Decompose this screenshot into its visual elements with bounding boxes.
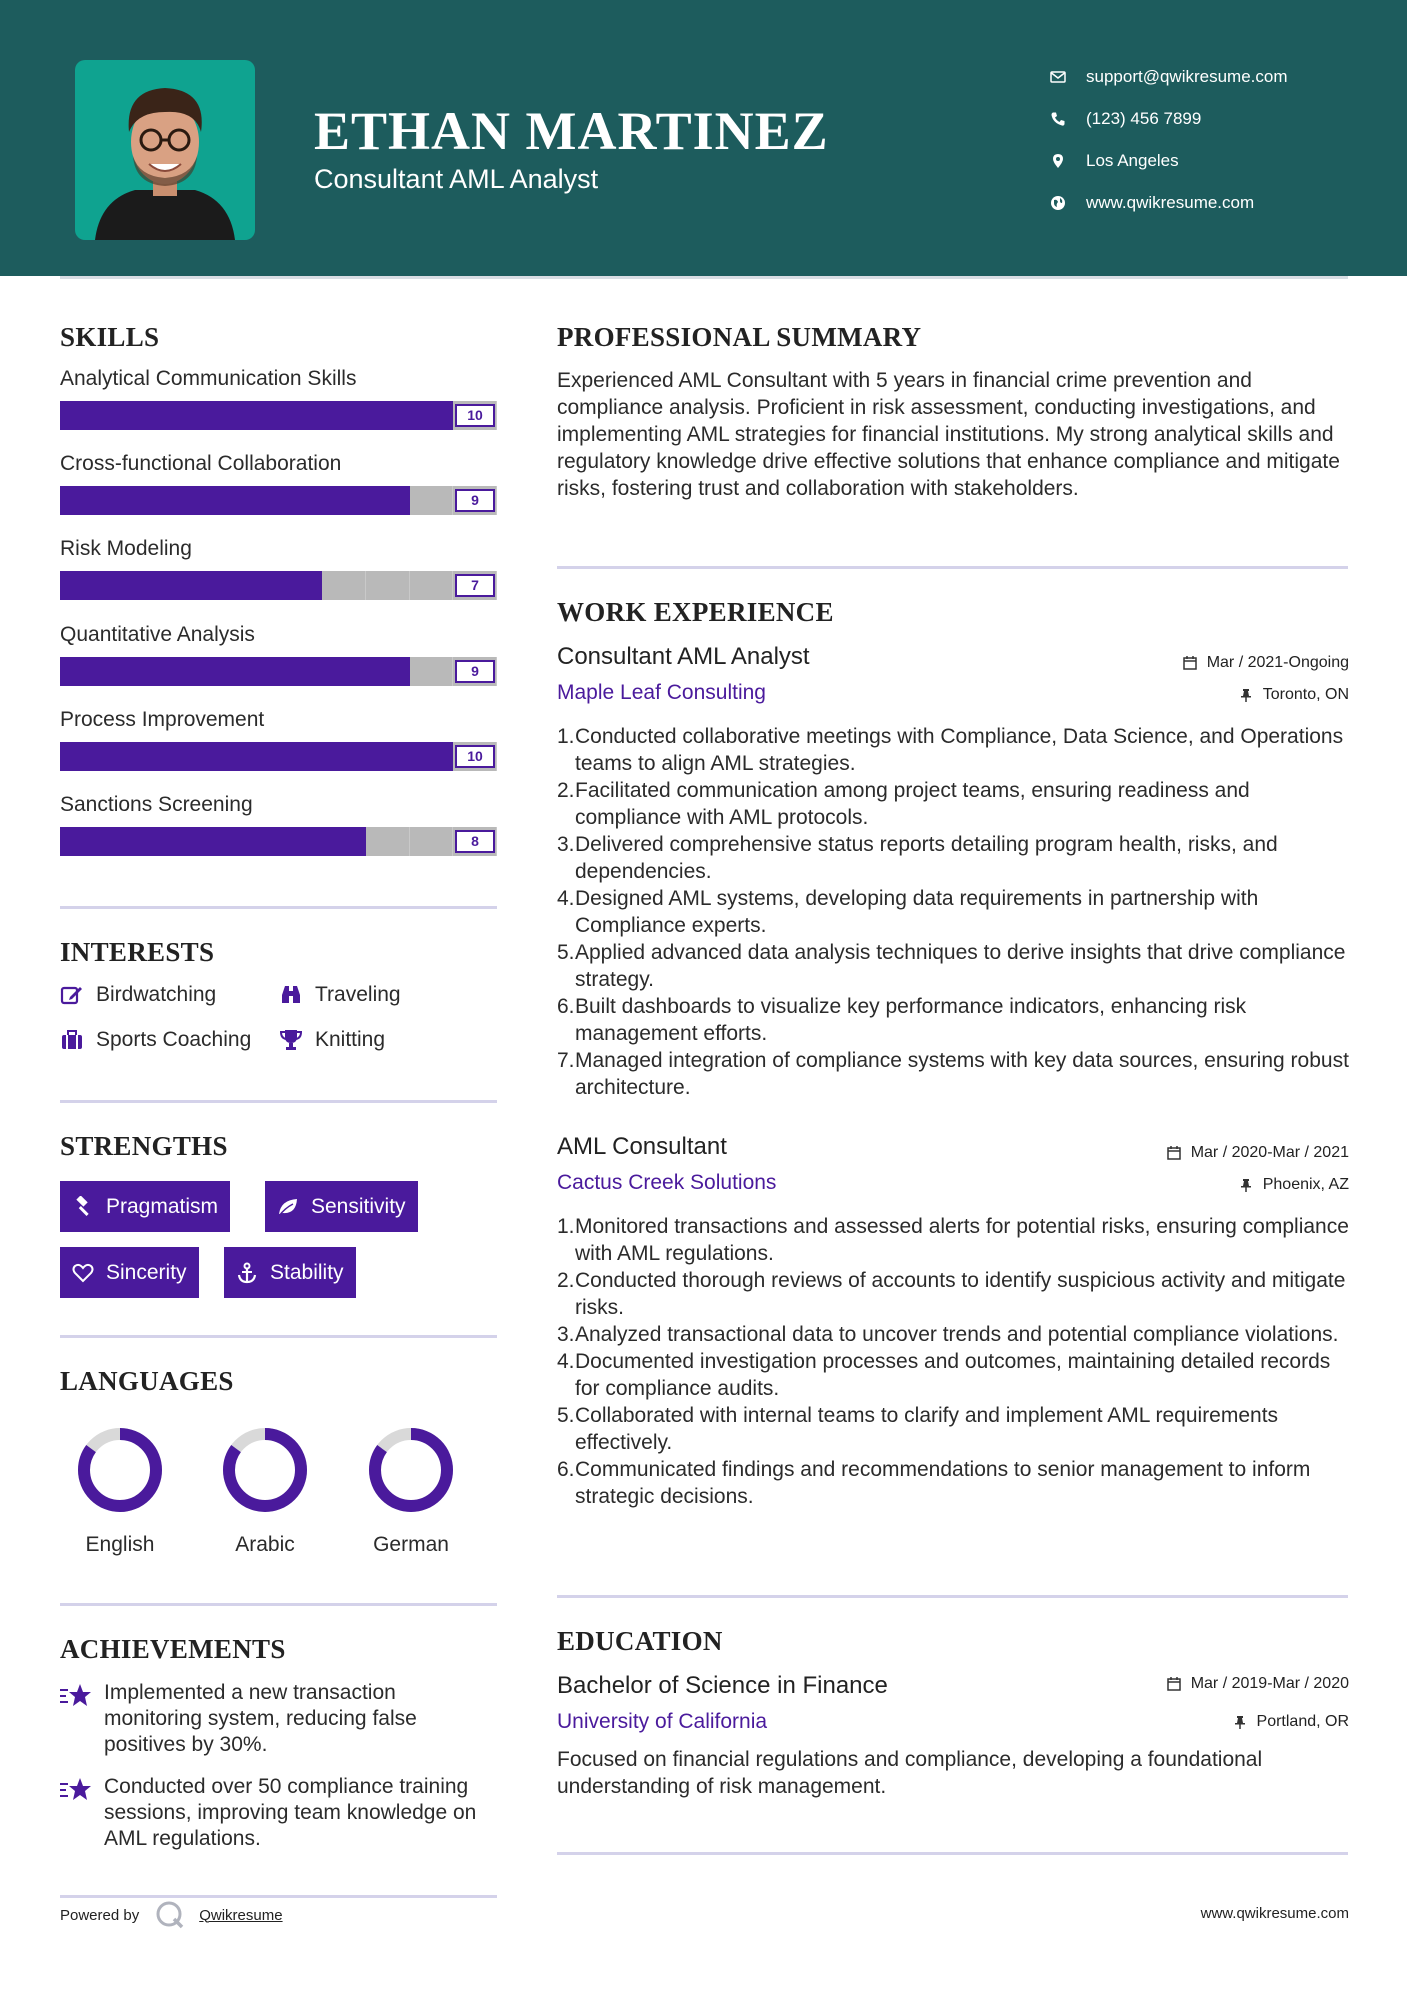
skill-segment xyxy=(191,571,235,600)
skill-score: 7 xyxy=(455,574,495,597)
experience-heading: WORK EXPERIENCE xyxy=(557,597,834,627)
job-location-text: Phoenix, AZ xyxy=(1262,1176,1349,1193)
envelope-icon xyxy=(1050,69,1086,85)
star-icon xyxy=(60,1682,92,1710)
language-label: English xyxy=(85,1533,155,1556)
calendar-icon xyxy=(1167,1677,1181,1691)
skill-segment xyxy=(410,742,454,771)
job-location xyxy=(1239,1176,1349,1194)
contact-location-text: Los Angeles xyxy=(1086,151,1179,170)
briefcase-icon xyxy=(60,1028,84,1052)
list-item: 5. Collaborated with internal teams to clarify and implement AML requirements effectively. xyxy=(557,1402,1357,1456)
list-item: 7. Managed integration of compliance systems with key data sources, ensuring robust architecture. xyxy=(557,1047,1357,1101)
skill-segment xyxy=(278,827,322,856)
interests-heading: INTERESTS xyxy=(60,937,215,967)
skill-segment xyxy=(278,486,322,515)
header-divider xyxy=(60,276,1348,279)
interest-item xyxy=(279,1028,385,1052)
skill-segment xyxy=(322,827,366,856)
list-item: 6. Communicated findings and recommendations to senior management to inform strategic decisions. xyxy=(557,1456,1357,1510)
skill-item xyxy=(60,793,497,856)
skill-segment xyxy=(278,657,322,686)
skill-segment xyxy=(147,742,191,771)
education-date xyxy=(1167,1675,1349,1693)
pushpin-icon xyxy=(1233,1715,1247,1729)
interest-item xyxy=(279,983,401,1007)
section-divider xyxy=(60,1603,497,1606)
skill-segment xyxy=(322,401,366,430)
section-divider xyxy=(60,1335,497,1338)
language-donut xyxy=(366,1425,456,1515)
job-location-text: Toronto, ON xyxy=(1262,686,1349,703)
pushpin-icon xyxy=(1239,1178,1253,1192)
skill-label: Cross-functional Collaboration xyxy=(60,452,342,476)
skill-segment xyxy=(147,401,191,430)
binoculars-icon xyxy=(279,983,303,1007)
footer-website[interactable]: www.qwikresume.com xyxy=(1200,1905,1349,1922)
strength-badge xyxy=(265,1181,418,1232)
section-divider xyxy=(60,1100,497,1103)
skill-segment xyxy=(104,571,148,600)
skill-segment xyxy=(235,401,279,430)
calendar-icon xyxy=(1167,1146,1181,1160)
bullet-text: Built dashboards to visualize key performance indicators, enhancing risk management efforts. xyxy=(575,995,1247,1045)
bullet-text: Designed AML systems, developing data requirements in partnership with Compliance experts. xyxy=(575,887,1259,937)
skill-segment xyxy=(322,571,366,600)
bullet-text: Managed integration of compliance systems with key data sources, ensuring robust architecture. xyxy=(575,1049,1349,1099)
skill-segment xyxy=(410,827,454,856)
skill-rating-bar xyxy=(60,657,497,686)
section-divider xyxy=(60,906,497,909)
strength-label: Stability xyxy=(270,1260,344,1284)
contact-phone-text: (123) 456 7899 xyxy=(1086,109,1202,128)
header-banner xyxy=(0,0,1407,276)
skill-rating-bar xyxy=(60,571,497,600)
language-donut xyxy=(75,1425,165,1515)
skill-segment xyxy=(366,657,410,686)
summary-heading: PROFESSIONAL SUMMARY xyxy=(557,322,922,352)
contact-website[interactable] xyxy=(1050,182,1350,224)
skill-segment xyxy=(104,486,148,515)
section-divider xyxy=(60,1895,497,1898)
list-item: 5. Applied advanced data analysis techniques to derive insights that drive compliance strategy. xyxy=(557,939,1357,993)
language-label: German xyxy=(373,1533,449,1556)
bullet-text: Conducted collaborative meetings with Compliance, Data Science, and Operations teams to align AML strategies. xyxy=(575,725,1344,775)
education-heading: EDUCATION xyxy=(557,1626,723,1656)
bullet-text: Documented investigation processes and outcomes, maintaining detailed records for compliance audits. xyxy=(575,1350,1331,1400)
achievement-item xyxy=(60,1774,497,1852)
powered-by xyxy=(60,1900,283,1930)
list-item: 3. Delivered comprehensive status reports detailing program health, risks, and dependencies. xyxy=(557,831,1357,885)
section-divider xyxy=(557,566,1348,569)
job-date-text: Mar / 2020-Mar / 2021 xyxy=(1190,1144,1349,1161)
bullet-text: Communicated findings and recommendations to senior management to inform strategic decisions. xyxy=(575,1458,1311,1508)
achievement-item xyxy=(60,1680,497,1758)
skill-segment xyxy=(410,571,454,600)
strength-badge xyxy=(60,1247,199,1298)
skill-segment xyxy=(60,401,104,430)
skill-segment xyxy=(410,657,454,686)
edit-icon xyxy=(60,983,84,1007)
skill-segment xyxy=(278,742,322,771)
degree-title: Bachelor of Science in Finance xyxy=(557,1672,888,1699)
strength-label: Sincerity xyxy=(106,1260,187,1284)
bullet-text: Collaborated with internal teams to clarify and implement AML requirements effectively. xyxy=(575,1404,1279,1454)
language-label: Arabic xyxy=(235,1533,295,1556)
skill-item xyxy=(60,452,497,515)
skill-segment xyxy=(235,742,279,771)
language-item xyxy=(205,1425,325,1557)
job-title: AML Consultant xyxy=(557,1133,727,1160)
trophy-icon xyxy=(279,1028,303,1052)
skill-segment xyxy=(410,401,454,430)
skill-score: 8 xyxy=(455,830,495,853)
skill-label: Sanctions Screening xyxy=(60,793,253,816)
list-item: 1. Conducted collaborative meetings with Compliance, Data Science, and Operations teams to align AML strategies. xyxy=(557,723,1357,777)
qwikresume-link[interactable]: Qwikresume xyxy=(199,1906,283,1924)
languages-heading: LANGUAGES xyxy=(60,1366,234,1396)
calendar-icon xyxy=(1183,656,1197,670)
bullet-text: Monitored transactions and assessed alerts for potential risks, ensuring compliance with AML regulations. xyxy=(575,1215,1349,1265)
strength-badge xyxy=(224,1247,356,1298)
list-item: 3. Analyzed transactional data to uncover trends and potential compliance violations. xyxy=(557,1323,1339,1346)
list-item: 4. Documented investigation processes and outcomes, maintaining detailed records for compliance audits. xyxy=(557,1348,1357,1402)
candidate-role: Consultant AML Analyst xyxy=(314,164,599,194)
skill-segment xyxy=(147,486,191,515)
skill-segment xyxy=(366,571,410,600)
summary-text: Experienced AML Consultant with 5 years in financial crime prevention and compliance analysis. Proficient in risk assessment, conducting investigations, and implementing AML strategies for financial institutions. My strong analytical skills and regulatory knowledge drive effective solutions that enhance compliance and mitigate risks, fostering trust and collaboration with stakeholders. xyxy=(557,369,1340,500)
skill-rating-bar xyxy=(60,486,497,515)
skill-item xyxy=(60,623,497,686)
skill-segment xyxy=(366,827,410,856)
job-date xyxy=(1183,654,1349,672)
contact-email[interactable] xyxy=(1050,56,1350,98)
skill-segment xyxy=(235,571,279,600)
skill-segment xyxy=(278,401,322,430)
education-text: Focused on financial regulations and compliance, developing a foundational understanding of risk management. xyxy=(557,1748,1263,1798)
skill-label: Analytical Communication Skills xyxy=(60,367,357,390)
skill-label: Risk Modeling xyxy=(60,537,192,561)
interest-item xyxy=(60,1028,251,1052)
contact-phone[interactable] xyxy=(1050,98,1350,140)
skills-heading: SKILLS xyxy=(60,322,160,352)
pushpin-icon xyxy=(1239,688,1253,702)
job-company: Cactus Creek Solutions xyxy=(557,1171,777,1194)
powered-by-label: Powered by xyxy=(60,1906,140,1924)
skill-segment xyxy=(235,657,279,686)
school-name: University of California xyxy=(557,1710,768,1733)
skill-segment xyxy=(104,401,148,430)
phone-icon xyxy=(1050,111,1086,127)
skill-rating-bar xyxy=(60,401,497,430)
skill-segment xyxy=(104,742,148,771)
contact-email-text: support@qwikresume.com xyxy=(1086,67,1288,86)
skill-segment xyxy=(60,742,104,771)
job-bullets xyxy=(557,1213,1357,1510)
section-divider xyxy=(557,1852,1348,1855)
bullet-text: Conducted thorough reviews of accounts to identify suspicious activity and mitigate risks. xyxy=(575,1269,1346,1319)
skill-score: 10 xyxy=(455,745,495,768)
job-title: Consultant AML Analyst xyxy=(557,643,810,670)
star-icon xyxy=(60,1776,92,1804)
contact-website-text: www.qwikresume.com xyxy=(1086,193,1255,212)
strength-badge xyxy=(60,1181,230,1232)
list-item: 2. Facilitated communication among project teams, ensuring readiness and compliance with AML protocols. xyxy=(557,777,1357,831)
globe-icon xyxy=(1050,195,1086,211)
list-item: 2. Conducted thorough reviews of accounts to identify suspicious activity and mitigate risks. xyxy=(557,1267,1357,1321)
bullet-text: Facilitated communication among project teams, ensuring readiness and compliance with AML protocols. xyxy=(575,779,1250,829)
interest-label: Traveling xyxy=(315,983,401,1006)
skill-segment xyxy=(147,657,191,686)
skill-segment xyxy=(235,486,279,515)
skill-item xyxy=(60,708,497,771)
bullet-text: Analyzed transactional data to uncover trends and potential compliance violations. xyxy=(575,1323,1339,1346)
list-item: 1. Monitored transactions and assessed alerts for potential risks, ensuring compliance with AML regulations. xyxy=(557,1213,1357,1267)
skill-segment xyxy=(147,571,191,600)
interest-label: Birdwatching xyxy=(96,983,217,1006)
skill-segment xyxy=(104,657,148,686)
skill-score: 9 xyxy=(455,660,495,683)
interest-label: Sports Coaching xyxy=(96,1028,252,1051)
strengths-heading: STRENGTHS xyxy=(60,1131,228,1161)
strength-label: Sensitivity xyxy=(311,1194,406,1218)
gavel-icon xyxy=(72,1196,94,1218)
interest-item xyxy=(60,983,216,1007)
skill-segment xyxy=(366,742,410,771)
achievement-text: Conducted over 50 compliance training sessions, improving team knowledge on AML regulations. xyxy=(104,1775,477,1850)
leaf-icon xyxy=(277,1196,299,1218)
list-item: 6. Built dashboards to visualize key performance indicators, enhancing risk management efforts. xyxy=(557,993,1357,1047)
education-location-text: Portland, OR xyxy=(1256,1713,1349,1730)
skill-label: Quantitative Analysis xyxy=(60,622,255,646)
skill-segment xyxy=(366,486,410,515)
skill-segment xyxy=(366,401,410,430)
contact-location xyxy=(1050,140,1350,182)
skill-rating-bar xyxy=(60,742,497,771)
skill-segment xyxy=(60,571,104,600)
skill-segment xyxy=(191,742,235,771)
bullet-text: Delivered comprehensive status reports detailing program health, risks, and dependencies. xyxy=(575,833,1278,883)
skill-segment xyxy=(191,401,235,430)
achievement-text: Implemented a new transaction monitoring system, reducing false positives by 30%. xyxy=(104,1681,417,1756)
skill-segment xyxy=(147,827,191,856)
job-bullets xyxy=(557,723,1357,1101)
interest-label: Knitting xyxy=(315,1028,386,1051)
skill-segment xyxy=(235,827,279,856)
skill-label: Process Improvement xyxy=(60,707,265,731)
heart-icon xyxy=(72,1262,94,1284)
skill-segment xyxy=(410,486,454,515)
skill-segment xyxy=(60,486,104,515)
skill-segment xyxy=(322,657,366,686)
skill-segment xyxy=(322,486,366,515)
language-donut xyxy=(220,1425,310,1515)
skill-score: 10 xyxy=(455,404,495,427)
contact-list xyxy=(1050,56,1350,224)
skill-item xyxy=(60,537,497,600)
skill-segment xyxy=(60,827,104,856)
achievements-heading: ACHIEVEMENTS xyxy=(60,1634,286,1664)
job-date xyxy=(1167,1144,1349,1162)
strength-label: Pragmatism xyxy=(106,1194,219,1218)
education-date-text: Mar / 2019-Mar / 2020 xyxy=(1190,1675,1349,1692)
job-date-text: Mar / 2021-Ongoing xyxy=(1206,654,1349,671)
skill-score: 9 xyxy=(455,489,495,512)
skill-segment xyxy=(278,571,322,600)
section-divider xyxy=(557,1595,1348,1598)
skill-segment xyxy=(191,486,235,515)
anchor-icon xyxy=(236,1262,258,1284)
language-item xyxy=(60,1425,180,1557)
skill-segment xyxy=(191,827,235,856)
education-location xyxy=(1233,1713,1349,1731)
skill-segment xyxy=(322,742,366,771)
skill-segment xyxy=(104,827,148,856)
job-company: Maple Leaf Consulting xyxy=(557,681,766,704)
map-pin-icon xyxy=(1050,153,1086,169)
skill-rating-bar xyxy=(60,827,497,856)
profile-photo xyxy=(75,60,255,240)
skill-segment xyxy=(191,657,235,686)
bullet-text: Applied advanced data analysis techniques to derive insights that drive compliance strategy. xyxy=(575,941,1346,991)
qwikresume-logo-icon xyxy=(155,1900,185,1930)
language-item xyxy=(351,1425,471,1557)
candidate-name: ETHAN MARTINEZ xyxy=(314,101,829,161)
list-item: 4. Designed AML systems, developing data requirements in partnership with Compliance experts. xyxy=(557,885,1357,939)
job-location xyxy=(1239,686,1349,704)
skill-item xyxy=(60,367,497,430)
skill-segment xyxy=(60,657,104,686)
